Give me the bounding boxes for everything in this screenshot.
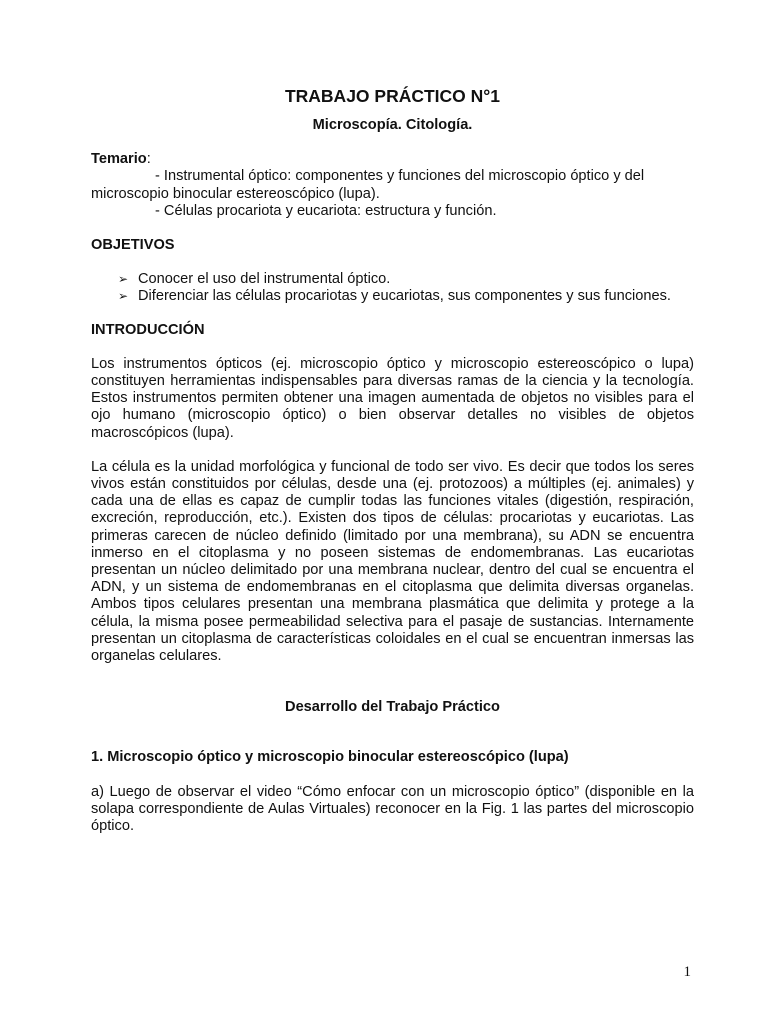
temario-label: Temario (91, 151, 147, 168)
temario-item-2: - Células procariota y eucariota: estructura y función. (155, 202, 497, 219)
intro-paragraph-2: La célula es la unidad morfológica y funcional de todo ser vivo. Es decir que todos los seres vivos están constituidos por células, desde una (ej. protozoos) a múltiples (ej. animales) y cada una de ellas es capaz de cumplir todas las funciones vitales (digestión, respiración, excreción, reproducción, etc.). Existen dos tipos de células: procariotas y eucariotas. Las primeras carecen de núcleo definido (limitado por una membrana), su ADN se encuentra inmerso en el citoplasma y no poseen sistemas de endomembranas. Las eucariotas presentan un núcleo delimitado por una membrana nuclear, dentro del cual se encuentra el ADN, y un sistema de endomembranas en el citoplasma que delimita diversas organelas. Ambos tipos celulares presentan una membrana plasmática que delimita y protege a la célula, la misma posee permeabilidad selectiva para el pasaje de sustancias. Internamente presentan un citoplasma de características coloidales en el cual se encuentran inmersas las organelas celulares. (91, 458, 694, 665)
list-item (91, 271, 694, 288)
section-1-heading: 1. Microscopio óptico y microscopio binocular estereoscópico (lupa) (91, 749, 569, 766)
list-item (91, 288, 694, 305)
temario-colon: : (146, 151, 151, 168)
document-body (91, 86, 694, 835)
page-number: 1 (683, 964, 691, 980)
objetivos-heading: OBJETIVOS (91, 237, 175, 254)
objetivo-text: Diferenciar las células procariotas y eucariotas, sus componentes y sus funciones. (138, 288, 671, 305)
arrow-bullet-icon: ➢ (118, 272, 129, 287)
section-1-paragraph: a) Luego de observar el video “Cómo enfocar con un microscopio óptico” (disponible en la solapa correspondiente de Aulas Virtuales) reconocer en la Fig. 1 las partes del microscopio óptico. (91, 783, 694, 835)
objetivos-list (91, 271, 694, 305)
document-subtitle: Microscopía. Citología. (312, 117, 473, 133)
desarrollo-heading: Desarrollo del Trabajo Práctico (285, 699, 500, 716)
temario-item-1: - Instrumental óptico: componentes y funciones del microscopio óptico y del (155, 168, 645, 185)
temario-item-1-continuation: microscopio binocular estereoscópico (lupa). (91, 185, 380, 202)
introduccion-heading: INTRODUCCIÓN (91, 321, 205, 338)
temario-section (91, 151, 694, 220)
intro-paragraph-1: Los instrumentos ópticos (ej. microscopio óptico y microscopio estereoscópico o lupa) constituyen herramientas indispensables para diversas ramas de la ciencia y la tecnología. Estos instrumentos permiten obtener una imagen aumentada de objetos no visibles para el ojo humano (microscopio óptico) o bien observar detalles no visibles de objetos macroscópicos (lupa). (91, 355, 694, 441)
objetivo-text: Conocer el uso del instrumental óptico. (138, 271, 391, 288)
temario-heading (91, 151, 694, 168)
document-title: TRABAJO PRÁCTICO N°1 (284, 86, 501, 106)
arrow-bullet-icon: ➢ (118, 289, 129, 304)
